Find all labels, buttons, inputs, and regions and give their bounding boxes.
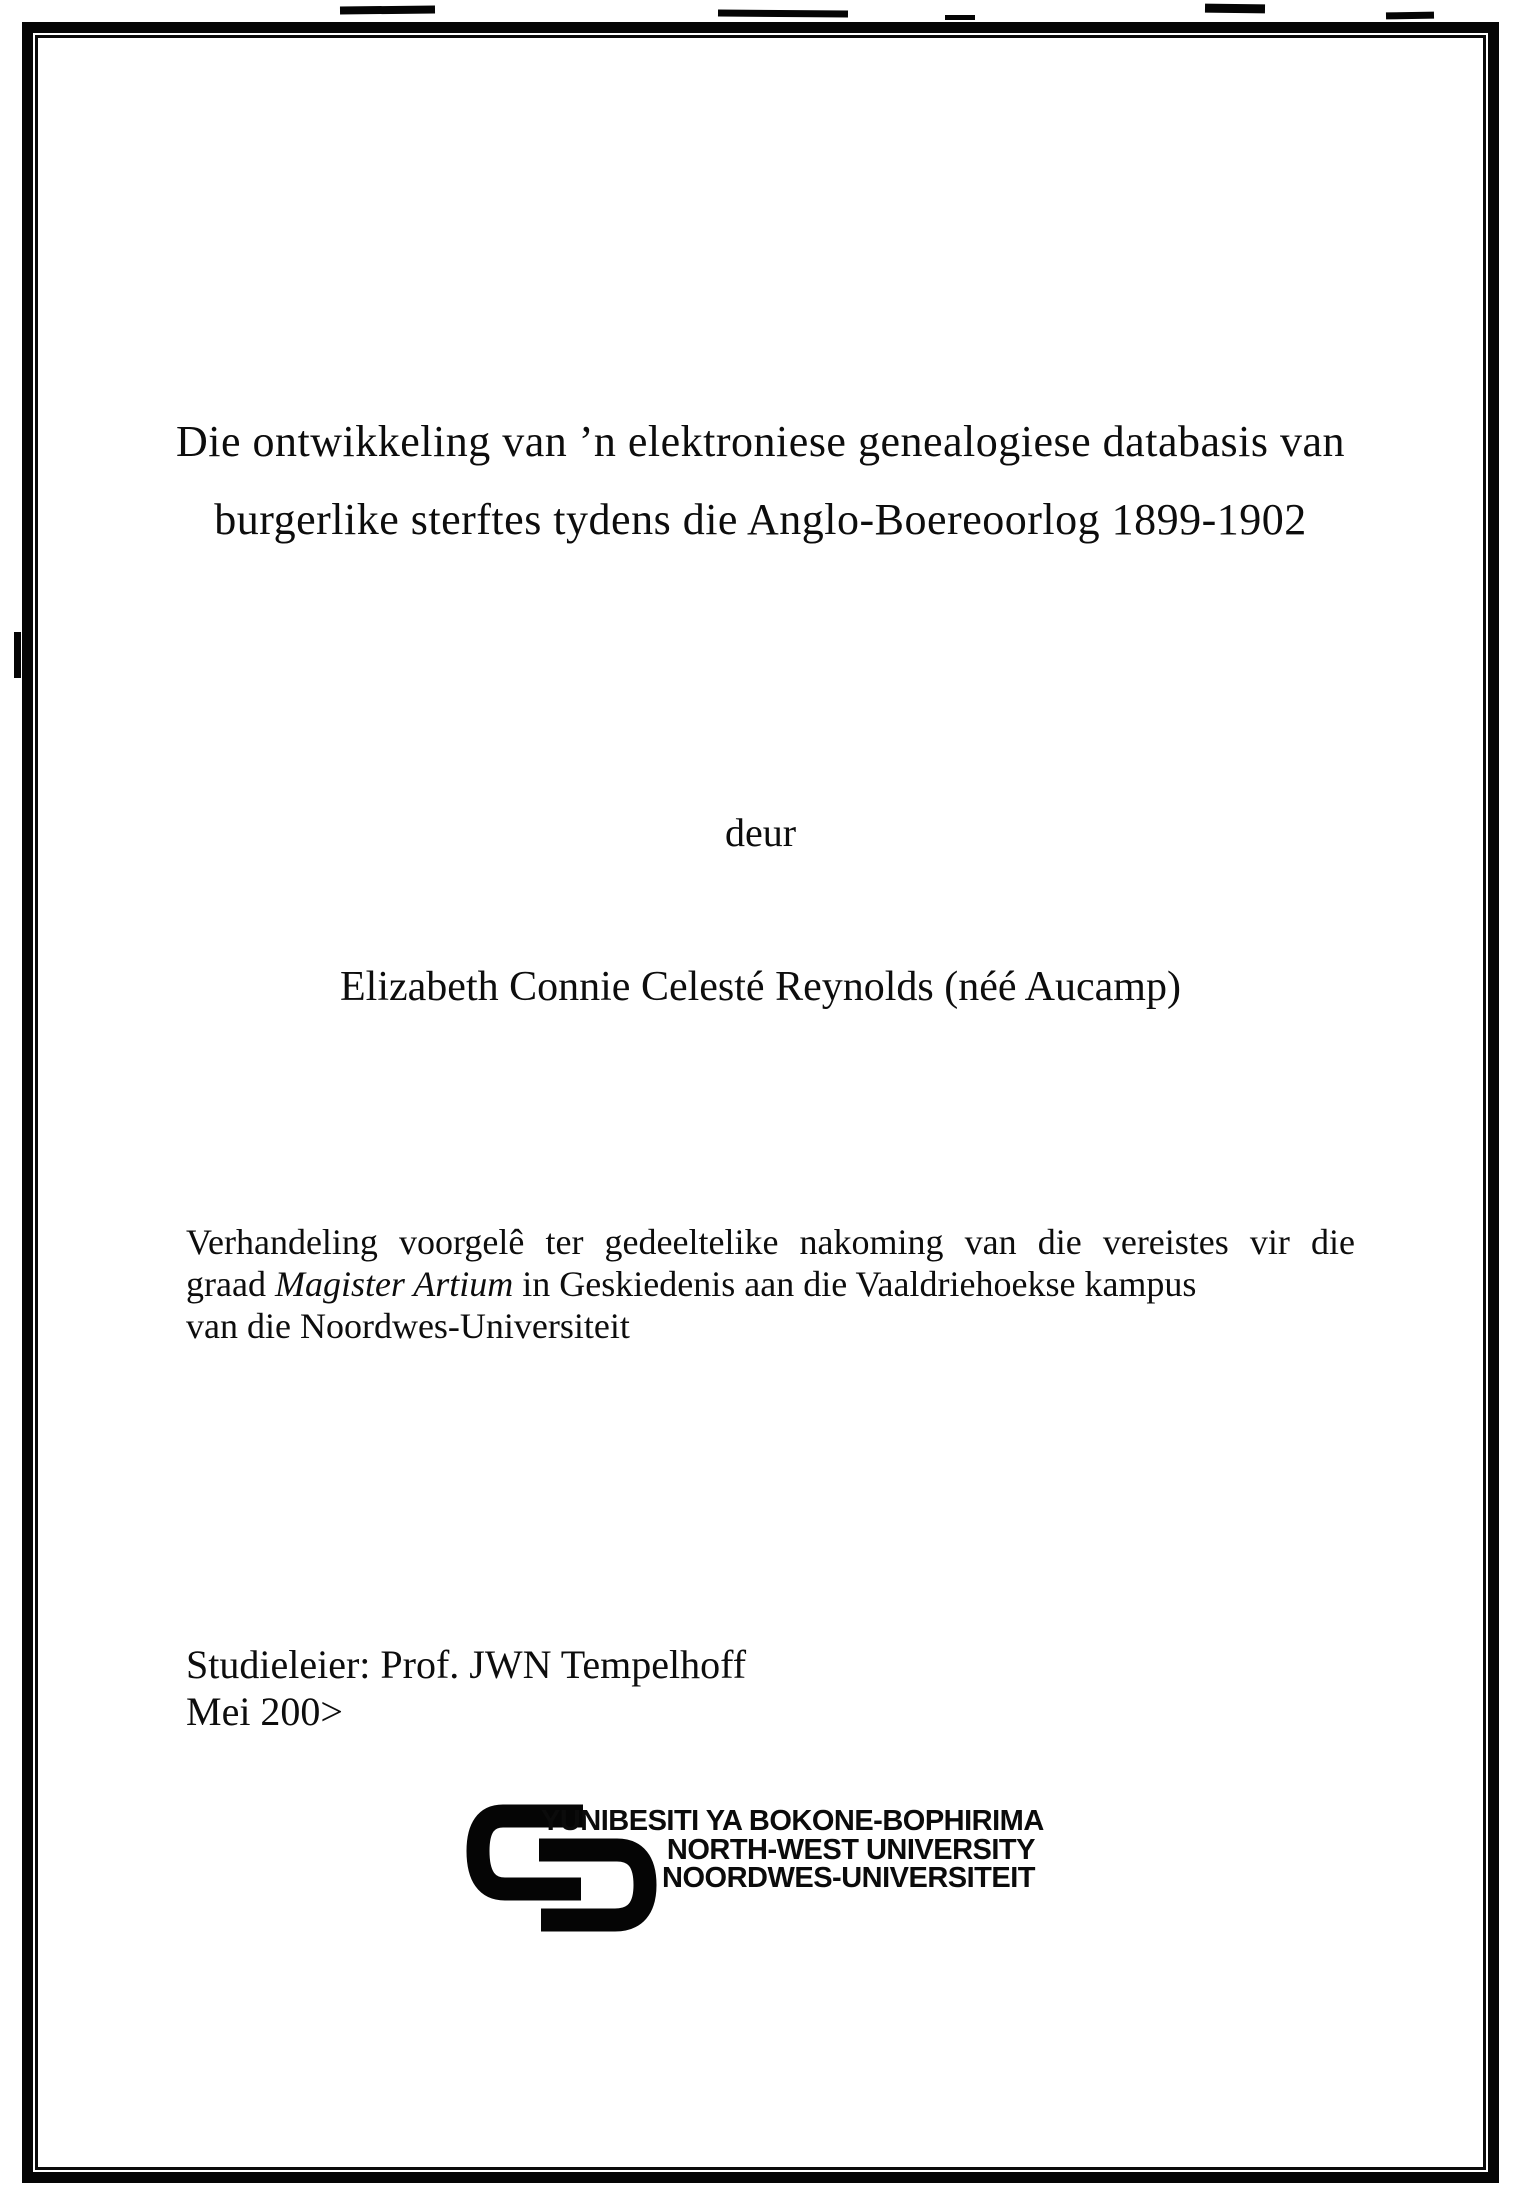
- logo-wordmark-afrikaans: NOORDWES-UNIVERSITEIT: [662, 1862, 1035, 1894]
- scan-artifact: [14, 632, 21, 678]
- scan-artifact: [945, 15, 975, 20]
- scan-artifact: [1205, 4, 1265, 14]
- degree-line2-post: in Geskiedenis aan die Vaaldriehoekse kampus: [513, 1264, 1197, 1304]
- scan-artifact: [340, 6, 435, 15]
- scan-artifact: [718, 10, 848, 18]
- thesis-title-line2: burgerlike sterftes tydens die Anglo-Boereoorlog 1899-1902: [214, 495, 1307, 544]
- byline-deur: deur: [724, 810, 797, 855]
- author-name: Elizabeth Connie Celesté Reynolds (néé Aucamp): [340, 964, 1181, 1010]
- university-logo: [41, 41, 1480, 2164]
- thesis-title-line1: Die ontwikkeling van ’n elektroniese genealogiese databasis van: [175, 417, 1345, 466]
- logo-wordmark-setswana: YUNIBESITI YA BOKONE-BOPHIRIMA: [541, 1805, 1044, 1837]
- degree-line2-latin-title: Magister Artium: [274, 1264, 514, 1304]
- degree-line2-pre: graad: [186, 1264, 275, 1304]
- scan-artifact: [1386, 12, 1434, 20]
- degree-statement-line3: van die Noordwes-Universiteit: [186, 1306, 630, 1346]
- page-outer-border: [22, 22, 1499, 2183]
- page-inner-border: [35, 35, 1486, 2170]
- degree-statement-line1: Verhandeling voorgelê ter gedeeltelike nakoming van die vereistes vir die: [186, 1222, 1355, 1262]
- logo-wordmark-english: NORTH-WEST UNIVERSITY: [666, 1833, 1035, 1866]
- supervisor-line: Studieleier: Prof. JWN Tempelhoff: [186, 1642, 747, 1687]
- date-line: Mei 200>: [186, 1689, 343, 1734]
- university-logo-wordmark: [541, 1805, 1044, 1894]
- page-content: [41, 41, 1480, 2164]
